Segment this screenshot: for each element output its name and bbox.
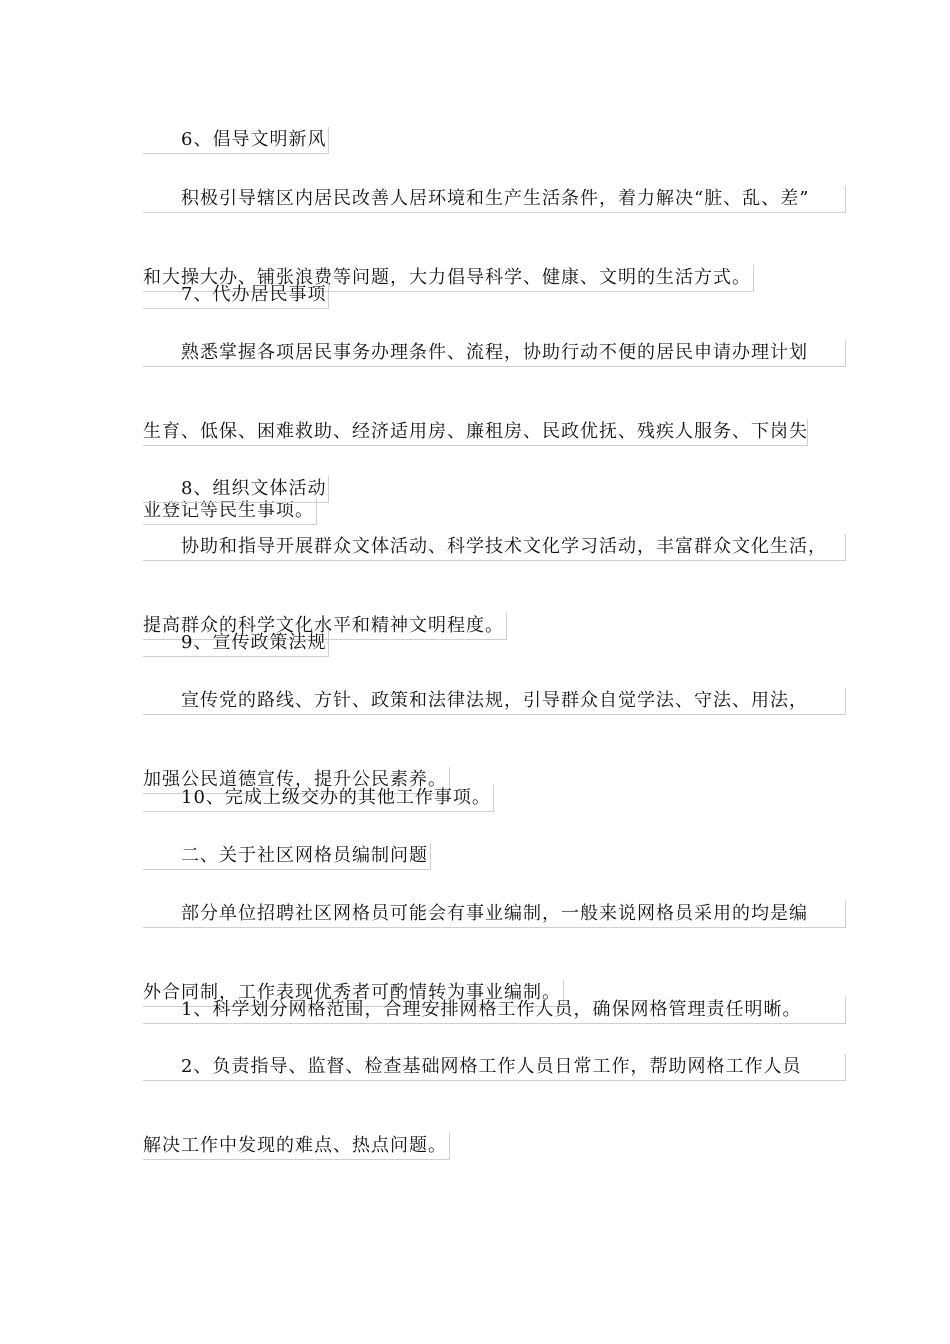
paragraph-line: 和大操大办、铺张浪费等问题，大力倡导科学、健康、文明的生活方式。 — [143, 265, 754, 292]
paragraph-line: 业登记等民生事项。 — [143, 498, 317, 525]
item-10-other-tasks — [143, 779, 807, 819]
heading-8-cultural-activities — [143, 470, 807, 510]
paragraph-line: 2、负责指导、监督、检查基础网格工作人员日常工作，帮助网格工作人员 — [143, 1054, 846, 1081]
paragraph-line: 积极引导辖区内居民改善人居环境和生产生活条件，着力解决“脏、乱、差” — [143, 186, 846, 213]
heading-line: 9、宣传政策法规 — [143, 630, 329, 657]
paragraph-line: 外合同制，工作表现优秀者可酌情转为事业编制。 — [143, 980, 564, 1007]
paragraph-line: 熟悉掌握各项居民事务办理条件、流程，协助行动不便的居民申请办理计划 — [143, 340, 846, 367]
paragraph-line: 解决工作中发现的难点、热点问题。 — [143, 1133, 450, 1160]
heading-line: 7、代办居民事项 — [143, 282, 329, 309]
paragraph-line: 宣传党的路线、方针、政策和法律法规，引导群众自觉学法、守法、用法， — [143, 688, 846, 715]
heading-9-policy-promotion — [143, 624, 807, 664]
heading-line: 8、组织文体活动 — [143, 476, 329, 503]
heading-line: 二、关于社区网格员编制问题 — [143, 843, 431, 870]
heading-section-two — [143, 837, 807, 877]
paragraph-line: 部分单位招聘社区网格员可能会有事业编制，一般来说网格员采用的均是编 — [143, 901, 846, 928]
heading-line: 6、倡导文明新风 — [143, 127, 329, 154]
heading-7-resident-affairs — [143, 276, 807, 316]
paragraph-line: 1、科学划分网格范围，合理安排网格工作人员，确保网格管理责任明晰。 — [143, 997, 846, 1024]
heading-6-promote-civility — [143, 121, 807, 161]
paragraph-line: 生育、低保、困难救助、经济适用房、廉租房、民政优抚、残疾人服务、下岗失 — [143, 419, 808, 446]
paragraph-line: 提高群众的科学文化水平和精神文明程度。 — [143, 613, 507, 640]
paragraph-line: 加强公民道德宣传，提升公民素养。 — [143, 767, 450, 794]
item-1-grid-division — [143, 991, 807, 1031]
paragraph-line: 10、完成上级交办的其他工作事项。 — [143, 785, 494, 812]
item-2-supervision — [143, 1048, 807, 1167]
paragraph-line: 协助和指导开展群众文体活动、科学技术文化学习活动，丰富群众文化生活， — [143, 534, 846, 561]
